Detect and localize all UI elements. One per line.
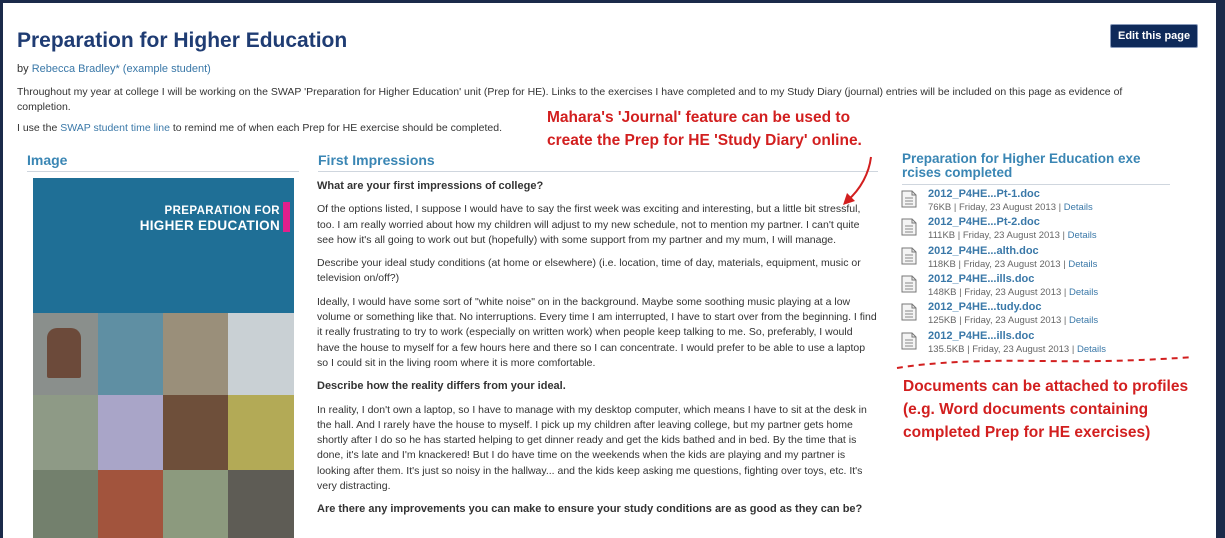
documents-annotation: [903, 375, 1188, 444]
attachment-item: [901, 245, 1171, 271]
photo-tile: [33, 470, 98, 538]
attachment-date: Friday, 23 August 2013: [964, 286, 1062, 298]
photo-tile: [163, 470, 228, 538]
portfolio-page: [3, 3, 1216, 538]
attachment-meta: 148KB | Friday, 23 August 2013 | Details: [928, 286, 1099, 298]
attachment-details-link[interactable]: Details: [1076, 343, 1106, 355]
byline: [17, 63, 211, 75]
question-1: What are your first impressions of college?: [317, 180, 544, 192]
document-icon: [901, 218, 917, 236]
book-cover-header: [33, 178, 294, 313]
photo-tile: [228, 470, 294, 538]
book-cover-image: [33, 178, 294, 538]
attachment-name-link[interactable]: 2012_P4HE...Pt-2.doc: [928, 216, 1040, 229]
document-icon: [901, 190, 917, 208]
answer-3: In reality, I don't own a laptop, so I have to manage with my desktop computer, which means I have to sit at the desk in the hall. And I rarely have the house to myself. I pick up my children after leaving college, but my partner gets home shortly after I do so he has started helping to get dinner ready and get the kids bathed and in bed. By the time that is done, it's late and I'm knackered! But I do have time on the weekends when the kids are playing and my partner is looking after them. It's just so noisy in the hallway... and the kids keep asking me questions, fighting over toys, etc. It's very distracting.: [317, 403, 867, 493]
attachment-size: 135.5KB: [928, 343, 965, 355]
attachment-name-link[interactable]: 2012_P4HE...tudy.doc: [928, 301, 1042, 314]
attachment-size: 125KB: [928, 315, 957, 327]
image-block-divider: [27, 171, 299, 172]
attachment-item: [901, 330, 1171, 356]
attachment-item: [901, 301, 1171, 327]
edit-page-button[interactable]: Edit this page: [1110, 24, 1198, 48]
attachment-details-link[interactable]: Details: [1069, 286, 1099, 298]
attachment-item: [901, 188, 1171, 214]
image-block-title: Image: [27, 152, 68, 168]
exercises-title-line-2: rcises completed: [902, 165, 1013, 180]
photo-tile: [163, 313, 228, 395]
exercises-title: [902, 152, 1187, 180]
annotation-arrow-icon: [839, 153, 879, 213]
impressions-body: [317, 179, 877, 526]
answer-1: Of the options listed, I suppose I would have to say the first week was exciting and interesting, but a little bit stressful, too. I am really worried about how my children will adjust to my new schedule, not to mention my partner. I can't quite see how it's all going to work out but (hopefully) with some support from my partner and my mum, I will manage.: [317, 203, 861, 246]
attachment-meta: 76KB | Friday, 23 August 2013 | Details: [928, 202, 1093, 213]
photo-tile: [98, 470, 163, 538]
attachment-meta: 125KB | Friday, 23 August 2013 | Details: [928, 315, 1099, 327]
attachment-details-link[interactable]: Details: [1063, 202, 1093, 213]
attachment-name-link[interactable]: 2012_P4HE...ills.doc: [928, 272, 1035, 285]
impressions-title: First Impressions: [318, 152, 435, 168]
attachment-date: Friday, 23 August 2013: [972, 343, 1070, 355]
document-icon: [901, 332, 917, 350]
attachment-details-link[interactable]: Details: [1068, 258, 1098, 270]
intro2-prefix: I use the: [17, 122, 58, 134]
photo-tile: [163, 395, 228, 470]
student-timeline-link[interactable]: SWAP student time line: [60, 122, 170, 134]
exercises-divider: [902, 184, 1170, 185]
attachment-size: 111KB: [928, 230, 956, 242]
photo-figure: [47, 328, 81, 378]
photo-tile: [98, 313, 163, 395]
attachment-size: 118KB: [928, 258, 956, 270]
attachment-meta: 135.5KB | Friday, 23 August 2013 | Details: [928, 343, 1106, 355]
journal-annotation-line-1: Mahara's 'Journal' feature can be used to: [547, 109, 851, 126]
byline-prefix: by: [17, 63, 29, 75]
photo-tile: [228, 313, 294, 395]
attachment-details-link[interactable]: Details: [1069, 315, 1099, 327]
answer-2: Ideally, I would have some sort of "white noise" on in the background. Maybe some soothing music playing at a low volume or something like that. No interruptions. Every time I am interrupted, I have to start over from the beginning. I find it really frustrating to try to work (especially on written work) when people keep talking to me. So, preferably, I would have the house to myself for a few hours here and there so I can concentrate. I would prefer to be able to use a laptop so I could sit in the living room where it is more comfortable.: [317, 295, 877, 369]
book-title-line-1: PREPARATION FOR: [164, 205, 280, 217]
attachment-date: Friday, 23 August 2013: [962, 230, 1060, 242]
attachment-meta: 111KB | Friday, 23 August 2013 | Details: [928, 230, 1097, 242]
author-link[interactable]: Rebecca Bradley* (example student): [31, 63, 211, 75]
prompt-2: Describe your ideal study conditions (at home or elsewhere) (i.e. location, time of day, materials, equipment, music or television on/off?): [317, 257, 861, 285]
question-3: Describe how the reality differs from your ideal.: [317, 380, 566, 393]
impressions-divider: [318, 171, 878, 172]
attachment-item: [901, 273, 1171, 299]
attachment-name-link[interactable]: 2012_P4HE...alth.doc: [928, 244, 1039, 257]
photo-tile: [33, 395, 98, 470]
intro2-suffix: to remind me of when each Prep for HE exercise should be completed.: [172, 122, 503, 134]
attachment-date: Friday, 23 August 2013: [964, 315, 1062, 327]
attachment-size: 148KB: [928, 286, 957, 298]
book-title-line-2: HIGHER EDUCATION: [139, 218, 280, 233]
attachment-date: Friday, 23 August 2013: [963, 258, 1061, 270]
intro-text-2: [17, 122, 502, 134]
attachment-name-link[interactable]: 2012_P4HE...ills.doc: [928, 329, 1035, 342]
photo-tile: [228, 395, 294, 470]
attachment-details-link[interactable]: Details: [1067, 230, 1097, 242]
documents-annotation-line-2: (e.g. Word documents containing: [903, 401, 1149, 418]
attachment-date: Friday, 23 August 2013: [959, 202, 1056, 213]
question-4: Are there any improvements you can make to ensure your study conditions are as good as they can be?: [317, 503, 863, 516]
page-title: Preparation for Higher Education: [17, 29, 348, 52]
document-icon: [901, 275, 917, 293]
journal-annotation: [547, 106, 862, 152]
book-accent-bar: [283, 202, 290, 232]
documents-annotation-line-1: Documents can be attached to profiles: [903, 378, 1189, 395]
attachment-item: [901, 216, 1171, 242]
photo-tile: [98, 395, 163, 470]
journal-annotation-line-2: create the Prep for HE 'Study Diary' online.: [547, 132, 862, 149]
exercises-title-line-1: Preparation for Higher Education exe: [902, 151, 1141, 166]
attachment-meta: 118KB | Friday, 23 August 2013 | Details: [928, 258, 1098, 270]
attachment-name-link[interactable]: 2012_P4HE...Pt-1.doc: [928, 188, 1040, 200]
intro-text: Throughout my year at college I will be working on the SWAP 'Preparation for Higher Education' unit (Prep for HE). Links to the exercises I have completed and to my Study Diary (journal) entries will be included on this page as evidence of completion.: [17, 86, 1123, 113]
document-icon: [901, 247, 917, 265]
attachment-size: 76KB: [928, 202, 952, 213]
documents-annotation-line-3: completed Prep for HE exercises): [903, 424, 1151, 441]
document-icon: [901, 303, 917, 321]
